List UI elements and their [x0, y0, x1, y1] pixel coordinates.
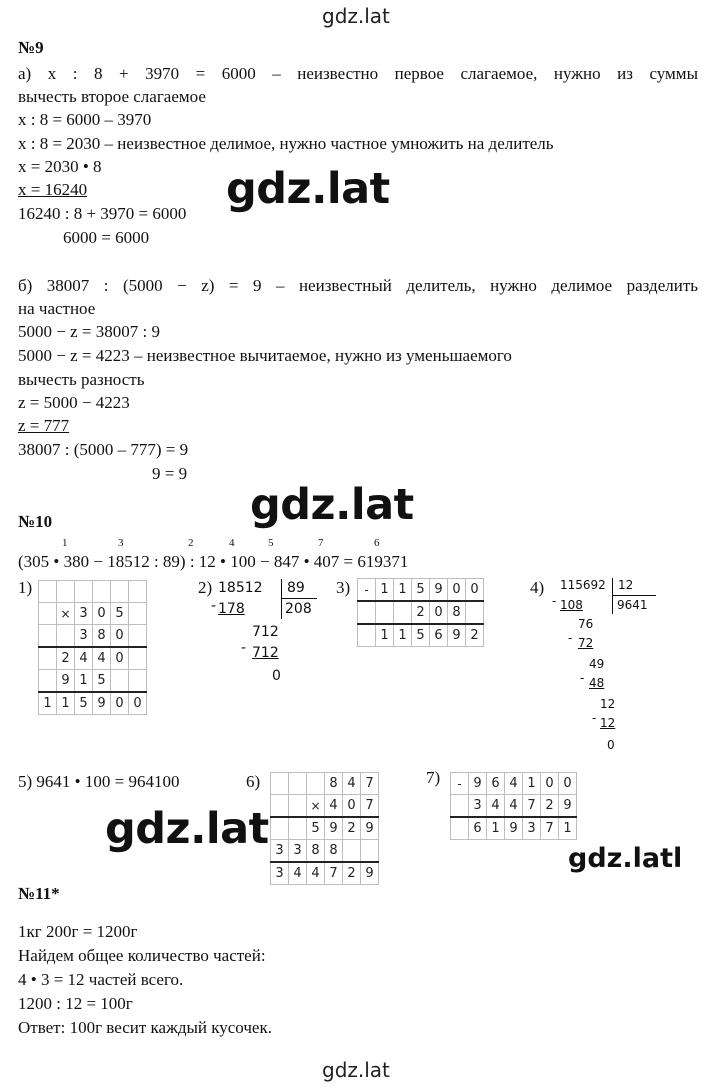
- order-number: 6: [374, 537, 380, 549]
- grid-cell: [358, 601, 376, 624]
- grid-cell: 9: [361, 862, 379, 885]
- step-label: 4): [530, 578, 545, 597]
- grid-cell: 1: [376, 624, 394, 647]
- grid-cell: 1: [394, 624, 412, 647]
- step-4-rest: 0: [607, 738, 615, 752]
- grid-cell: 3: [469, 795, 487, 818]
- watermark-bottom: gdz.lat: [322, 1058, 390, 1082]
- grid-cell: 7: [523, 795, 541, 818]
- order-number: 2: [188, 537, 194, 549]
- grid-cell: 0: [430, 601, 448, 624]
- grid-cell: ×: [57, 603, 75, 625]
- grid-cell: 1: [487, 817, 505, 840]
- grid-cell: 8: [325, 840, 343, 863]
- grid-cell: 2: [343, 817, 361, 840]
- grid-cell: -: [451, 773, 469, 795]
- grid-cell: 7: [361, 795, 379, 818]
- task-11-title: №11*: [18, 884, 60, 903]
- task-10-title: №10: [18, 512, 53, 531]
- grid-cell: 3: [289, 840, 307, 863]
- step-3-subtraction: [357, 578, 484, 647]
- task-9b-answer: z = 777: [18, 416, 70, 435]
- grid-cell: 4: [289, 862, 307, 885]
- grid-cell: [289, 773, 307, 795]
- grid-cell: 2: [541, 795, 559, 818]
- task-9b-line-6: z = 5000 − 4223: [18, 393, 130, 412]
- grid-cell: 8: [307, 840, 325, 863]
- step-4-subtrahend: 72: [578, 636, 594, 650]
- grid-cell: 9: [559, 795, 577, 818]
- watermark-top: gdz.lat: [322, 4, 390, 28]
- grid-cell: [39, 581, 57, 603]
- task-11-line-1: 1кг 200г = 1200г: [18, 922, 138, 941]
- task-11-answer: Ответ: 100г весит каждый кусочек.: [18, 1018, 272, 1037]
- step-4-subtrahend: 12: [600, 716, 616, 730]
- grid-cell: 7: [325, 862, 343, 885]
- task-9a-check: 16240 : 8 + 3970 = 6000: [18, 204, 187, 223]
- grid-cell: 9: [505, 817, 523, 840]
- grid-cell: [129, 670, 147, 693]
- grid-cell: 6: [430, 624, 448, 647]
- grid-cell: 8: [448, 601, 466, 624]
- grid-cell: 1: [75, 670, 93, 693]
- grid-cell: 0: [129, 692, 147, 715]
- order-number: 1: [62, 537, 68, 549]
- grid-cell: 5: [111, 603, 129, 625]
- grid-cell: [289, 795, 307, 818]
- grid-cell: 0: [93, 603, 111, 625]
- grid-cell: 0: [343, 795, 361, 818]
- grid-cell: [271, 773, 289, 795]
- grid-cell: 5: [412, 624, 430, 647]
- minus-sign: -: [241, 640, 247, 656]
- grid-cell: 4: [505, 795, 523, 818]
- grid-cell: 9: [361, 817, 379, 840]
- grid-cell: 0: [466, 579, 484, 602]
- task-11-line-2: Найдем общее количество частей:: [18, 946, 266, 965]
- division-bar: [612, 578, 613, 614]
- step-2-subtrahend: 712: [252, 645, 279, 661]
- grid-cell: [39, 625, 57, 648]
- grid-cell: 9: [448, 624, 466, 647]
- step-4-remainder: 76: [578, 617, 594, 631]
- task-9b-line-5: вычесть разность: [18, 370, 145, 389]
- grid-cell: [271, 817, 289, 840]
- grid-cell: 1: [57, 692, 75, 715]
- minus-sign: -: [211, 598, 217, 614]
- grid-cell: 7: [541, 817, 559, 840]
- grid-cell: 4: [487, 795, 505, 818]
- grid-cell: 4: [75, 647, 93, 670]
- watermark-overlay: gdz.lat: [226, 164, 390, 214]
- grid-cell: ×: [307, 795, 325, 818]
- step-7-subtraction: [450, 772, 577, 840]
- task-9b-check-result: 9 = 9: [152, 464, 188, 483]
- task-9a-line-4: x : 8 = 2030 – неизвестное делимое, нужно частное умножить на делитель: [18, 134, 554, 153]
- step-2-rest: 0: [272, 668, 281, 684]
- grid-cell: 9: [469, 773, 487, 795]
- step-4-remainder: 12: [600, 697, 616, 711]
- grid-cell: 4: [307, 862, 325, 885]
- step-2-quotient: 208: [285, 601, 312, 617]
- grid-cell: [451, 795, 469, 818]
- step-label: 7): [426, 768, 441, 787]
- grid-cell: [376, 601, 394, 624]
- grid-cell: 1: [523, 773, 541, 795]
- task-9b-line-4: 5000 − z = 4223 – неизвестное вычитаемое, нужно из уменьшаемого: [18, 346, 512, 365]
- task-9-title: №9: [18, 38, 44, 57]
- grid-cell: [307, 773, 325, 795]
- grid-cell: [451, 817, 469, 840]
- grid-cell: 0: [559, 773, 577, 795]
- grid-cell: 0: [448, 579, 466, 602]
- grid-cell: [129, 647, 147, 670]
- grid-cell: 6: [469, 817, 487, 840]
- step-5-text: 5) 9641 • 100 = 964100: [18, 772, 180, 791]
- grid-cell: 0: [111, 692, 129, 715]
- task-10-expression: (305 • 380 − 18512 : 89) : 12 • 100 − 847 • 407 = 619371: [18, 552, 409, 571]
- step-label: 3): [336, 578, 351, 597]
- grid-cell: 3: [75, 603, 93, 625]
- grid-cell: 9: [430, 579, 448, 602]
- task-9a-line-1: а) x : 8 + 3970 = 6000 – неизвестно первое слагаемое, нужно из суммы: [18, 64, 698, 83]
- step-1-multiplication: [38, 580, 147, 715]
- watermark-overlay: gdz.lat: [105, 804, 269, 854]
- grid-cell: [39, 603, 57, 625]
- grid-cell: 0: [541, 773, 559, 795]
- grid-cell: 7: [361, 773, 379, 795]
- grid-cell: [93, 581, 111, 603]
- task-9a-check-result: 6000 = 6000: [63, 228, 150, 247]
- grid-cell: [57, 625, 75, 648]
- grid-cell: 1: [394, 579, 412, 602]
- grid-cell: 2: [57, 647, 75, 670]
- order-number: 4: [229, 537, 235, 549]
- watermark-overlay-cut: gdz.latl: [568, 843, 683, 874]
- grid-cell: [394, 601, 412, 624]
- grid-cell: 2: [466, 624, 484, 647]
- grid-cell: [358, 624, 376, 647]
- grid-cell: 1: [559, 817, 577, 840]
- task-9b-line-3: 5000 − z = 38007 : 9: [18, 322, 160, 341]
- grid-cell: 3: [523, 817, 541, 840]
- step-2-dividend: 18512: [218, 580, 263, 596]
- grid-cell: 8: [93, 625, 111, 648]
- grid-cell: 1: [39, 692, 57, 715]
- grid-cell: 0: [111, 647, 129, 670]
- step-label: 2): [198, 578, 213, 597]
- grid-cell: [343, 840, 361, 863]
- order-number: 7: [318, 537, 324, 549]
- grid-cell: 5: [75, 692, 93, 715]
- grid-cell: 9: [93, 692, 111, 715]
- order-number: 3: [118, 537, 124, 549]
- step-2-remainder: 712: [252, 624, 279, 640]
- grid-cell: [39, 670, 57, 693]
- grid-cell: 4: [93, 647, 111, 670]
- grid-cell: [271, 795, 289, 818]
- division-bar: [612, 595, 656, 596]
- grid-cell: [111, 581, 129, 603]
- order-number: 5: [268, 537, 274, 549]
- grid-cell: [289, 817, 307, 840]
- task-9a-line-5: x = 2030 • 8: [18, 157, 102, 176]
- step-4-subtrahend: 108: [560, 598, 583, 612]
- grid-cell: [111, 670, 129, 693]
- grid-cell: [466, 601, 484, 624]
- task-9a-line-2: вычесть второе слагаемое: [18, 87, 206, 106]
- task-9a-answer: x = 16240: [18, 180, 88, 199]
- step-2-subtrahend: 178: [218, 601, 245, 617]
- step-4-quotient: 9641: [617, 598, 648, 612]
- step-4-remainder: 49: [589, 657, 605, 671]
- grid-cell: 6: [487, 773, 505, 795]
- task-9b-line-2: на частное: [18, 299, 96, 318]
- step-label: 6): [246, 772, 261, 791]
- step-label: 1): [18, 578, 33, 597]
- grid-cell: 4: [325, 795, 343, 818]
- grid-cell: [129, 581, 147, 603]
- step-2-divisor: 89: [287, 580, 305, 596]
- grid-cell: 3: [271, 862, 289, 885]
- grid-cell: 4: [343, 773, 361, 795]
- grid-cell: [129, 603, 147, 625]
- grid-cell: 5: [307, 817, 325, 840]
- task-11-line-3: 4 • 3 = 12 частей всего.: [18, 970, 184, 989]
- grid-cell: 8: [325, 773, 343, 795]
- step-6-multiplication: [270, 772, 379, 885]
- grid-cell: 2: [412, 601, 430, 624]
- watermark-overlay: gdz.lat: [250, 480, 414, 530]
- task-11-line-4: 1200 : 12 = 100г: [18, 994, 133, 1013]
- step-4-dividend: 115692: [560, 578, 606, 592]
- minus-sign: -: [568, 631, 573, 645]
- minus-sign: -: [592, 711, 597, 725]
- grid-cell: 9: [325, 817, 343, 840]
- grid-cell: 9: [57, 670, 75, 693]
- step-4-divisor: 12: [618, 578, 634, 592]
- task-9b-check: 38007 : (5000 – 777) = 9: [18, 440, 189, 459]
- division-bar: [281, 598, 317, 599]
- grid-cell: 3: [75, 625, 93, 648]
- grid-cell: 1: [376, 579, 394, 602]
- grid-cell: [75, 581, 93, 603]
- grid-cell: [39, 647, 57, 670]
- task-9b-line-1: б) 38007 : (5000 − z) = 9 – неизвестный делитель, нужно делимое разделить: [18, 276, 698, 295]
- task-9a-line-3: x : 8 = 6000 – 3970: [18, 110, 152, 129]
- grid-cell: 5: [412, 579, 430, 602]
- grid-cell: 0: [111, 625, 129, 648]
- step-4-subtrahend: 48: [589, 676, 605, 690]
- grid-cell: 2: [343, 862, 361, 885]
- grid-cell: [57, 581, 75, 603]
- minus-sign: -: [552, 594, 557, 608]
- grid-cell: [361, 840, 379, 863]
- grid-cell: [129, 625, 147, 648]
- minus-sign: -: [580, 671, 585, 685]
- grid-cell: -: [358, 579, 376, 602]
- grid-cell: 3: [271, 840, 289, 863]
- division-bar: [281, 579, 282, 619]
- grid-cell: 4: [505, 773, 523, 795]
- grid-cell: 5: [93, 670, 111, 693]
